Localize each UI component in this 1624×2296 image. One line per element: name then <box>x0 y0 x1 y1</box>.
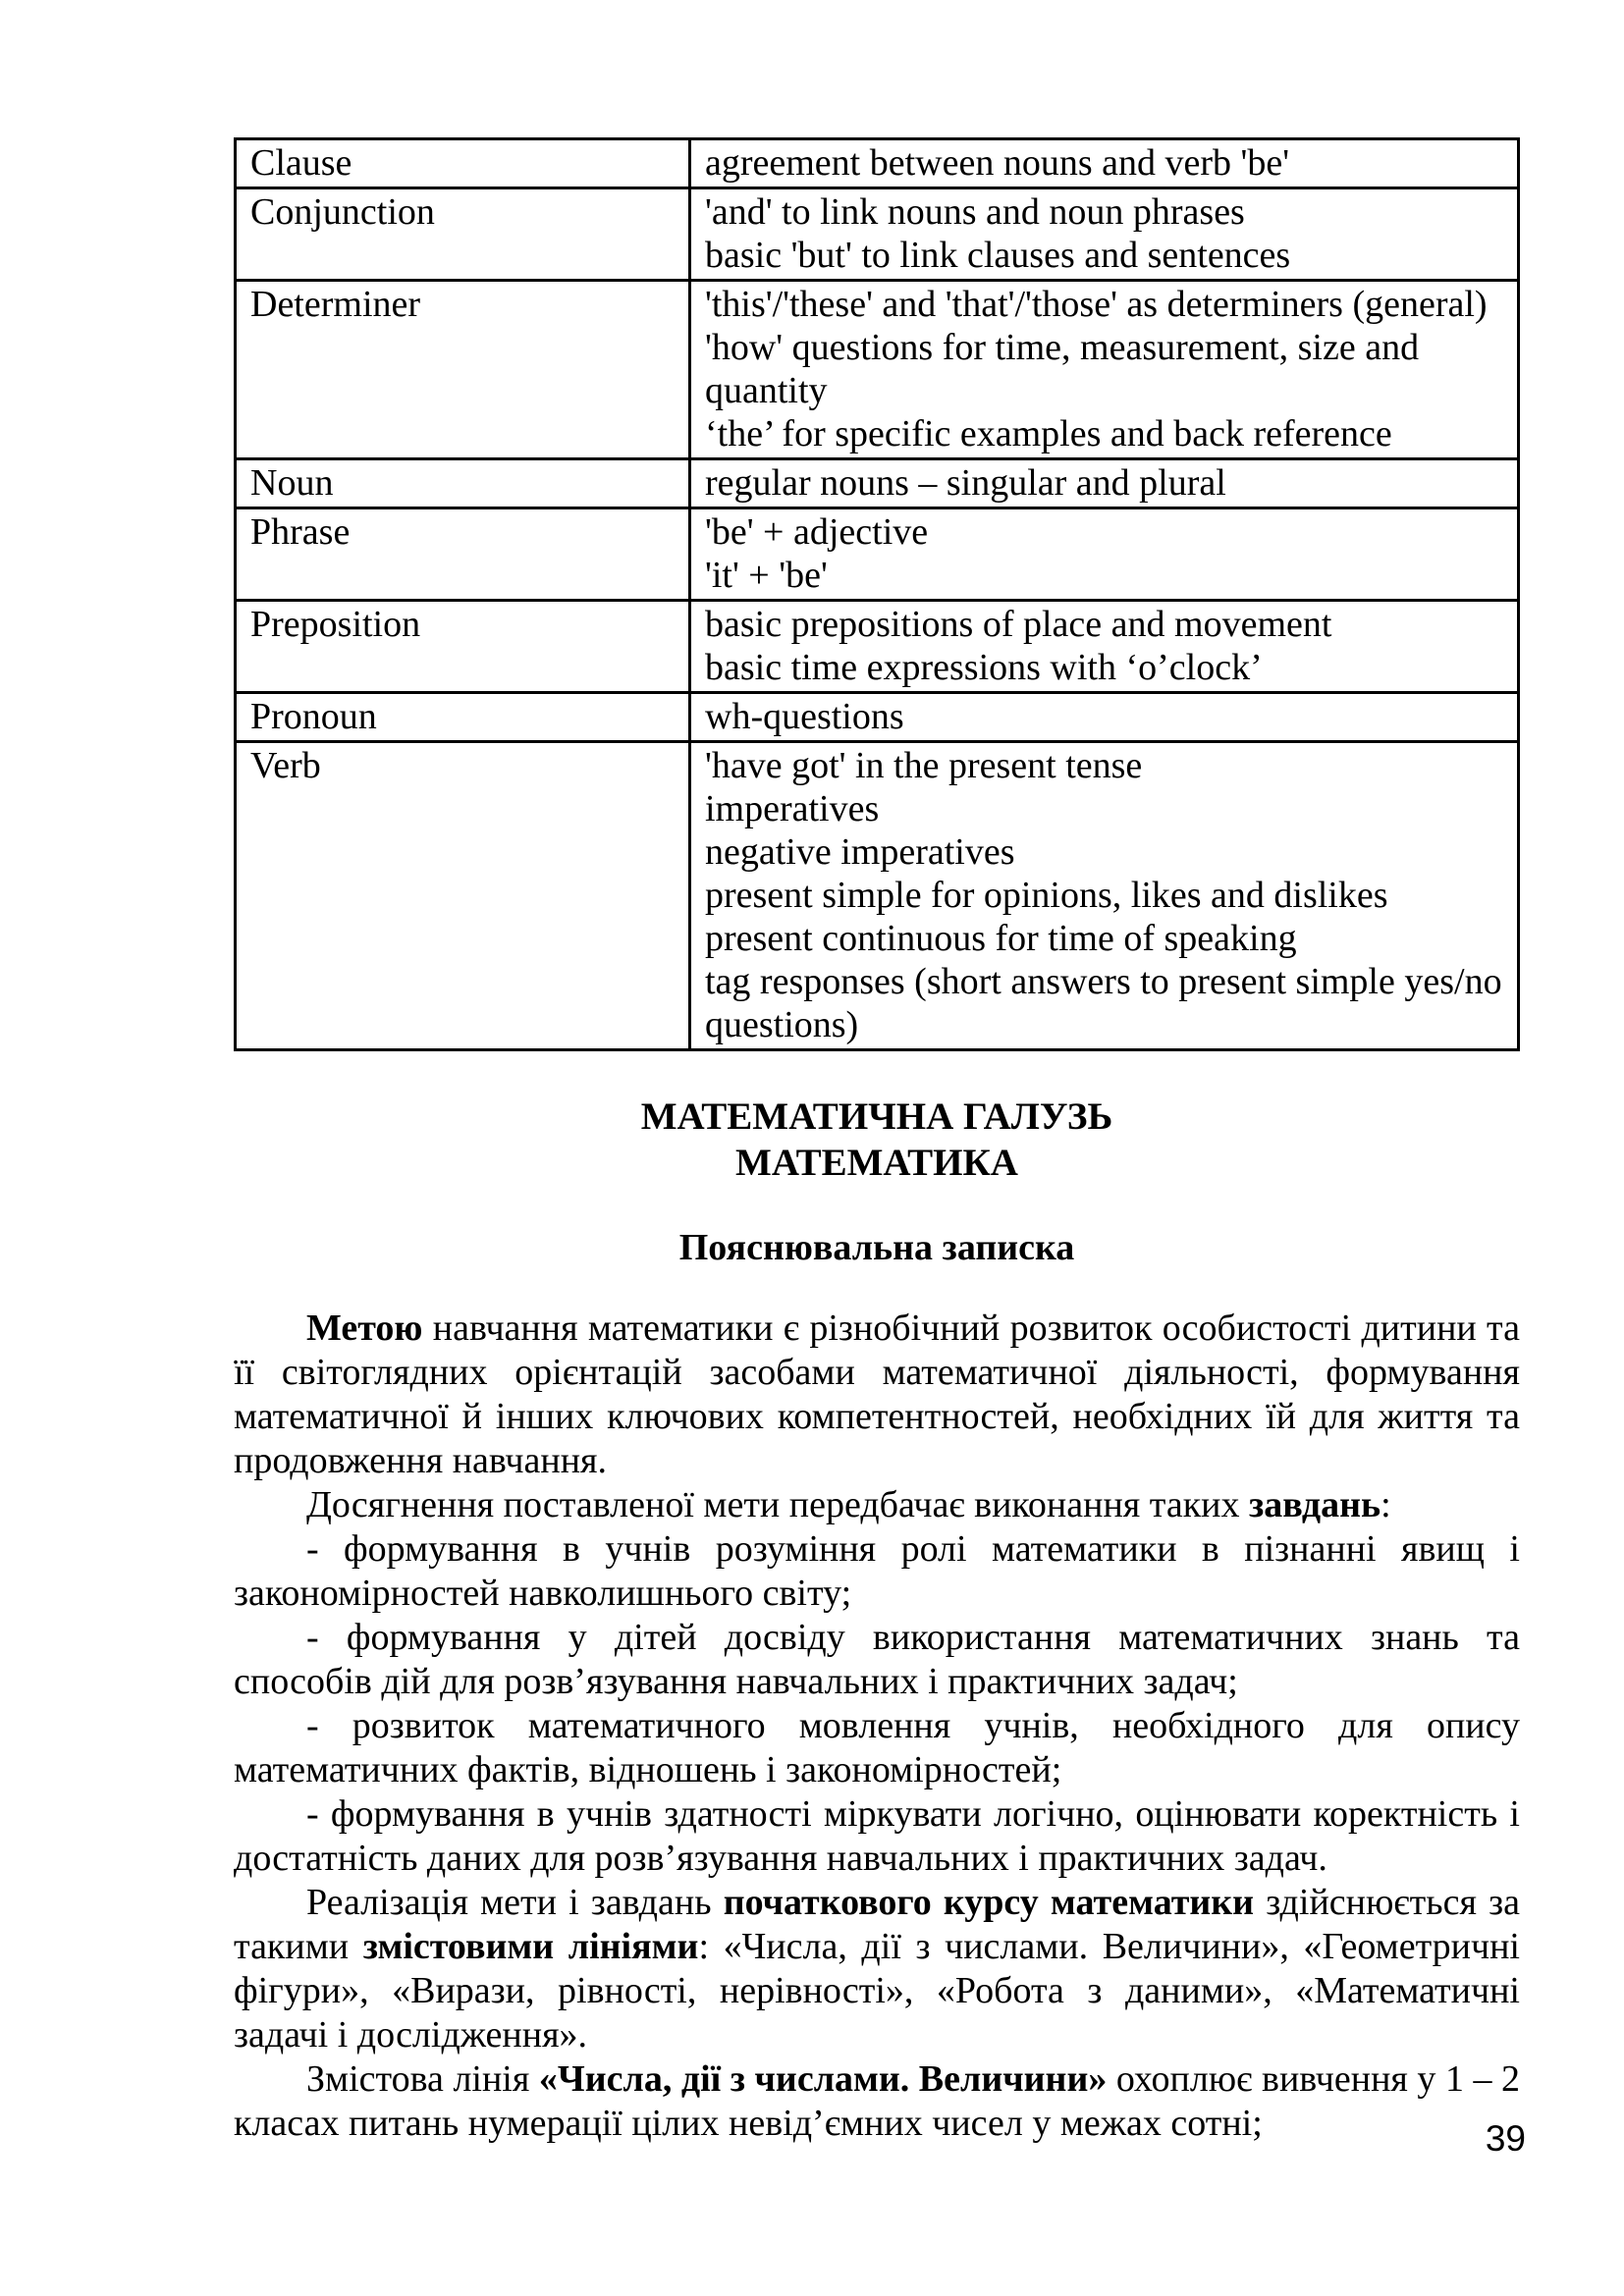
grammar-desc-line: imperatives <box>705 788 880 829</box>
grammar-desc-line: 'this'/'these' and 'that'/'those' as determiners (general) <box>705 284 1488 325</box>
text-run: - формування у дітей досвіду використання математичних знань та способів дій для розв’язування навчальних і практичних задач; <box>234 1617 1520 1702</box>
table-row <box>236 281 1519 459</box>
grammar-desc-line: 'be' + adjective <box>705 511 929 553</box>
grammar-desc-cell <box>690 139 1519 188</box>
grammar-term-cell: Clause <box>236 139 690 188</box>
table-row <box>236 693 1519 742</box>
text-run: : «Числа, дії з числами. Величини», «Геометричні фігури», «Вирази, рівності, нерівності», «Робота з даними», «Математичні задачі і дослідження». <box>234 1926 1520 2056</box>
grammar-desc-cell <box>690 459 1519 508</box>
section-title-line2: МАТЕМАТИКА <box>735 1142 1018 1184</box>
table-row <box>236 601 1519 693</box>
bold-text-run: змістовими лініями <box>362 1926 699 1967</box>
bold-text-run: «Числа, дії з числами. Величини» <box>538 2058 1108 2100</box>
grammar-desc-line: basic time expressions with ‘o’clock’ <box>705 647 1263 688</box>
page-number: 39 <box>1485 2118 1526 2159</box>
grammar-desc-cell <box>690 693 1519 742</box>
text-run: Реалізація мети і завдань <box>306 1882 724 1923</box>
grammar-desc-line: tag responses (short answers to present simple yes/no questions) <box>705 961 1502 1045</box>
text-run: Досягнення поставленої мети передбачає виконання таких <box>306 1484 1250 1525</box>
grammar-desc-line: basic 'but' to link clauses and sentences <box>705 235 1291 276</box>
paragraph <box>234 2057 1520 2146</box>
table-row <box>236 459 1519 508</box>
bold-text-run: завдань <box>1249 1484 1381 1525</box>
paragraph <box>234 1307 1520 1483</box>
text-run: : <box>1380 1484 1391 1525</box>
grammar-term-cell: Determiner <box>236 281 690 459</box>
grammar-desc-line: agreement between nouns and verb 'be' <box>705 142 1290 184</box>
grammar-desc-line: negative imperatives <box>705 831 1015 873</box>
grammar-desc-line: 'it' + 'be' <box>705 555 828 596</box>
section-title-line1: МАТЕМАТИЧНА ГАЛУЗЬ <box>640 1095 1113 1138</box>
text-run: - формування в учнів здатності міркувати логічно, оцінювати коректність і достатність даних для розв’язування навчальних і практичних задач. <box>234 1793 1520 1879</box>
bold-text-run: Метою <box>306 1308 423 1349</box>
table-row <box>236 742 1519 1050</box>
grammar-desc-line: ‘the’ for specific examples and back reference <box>705 413 1392 454</box>
grammar-desc-cell <box>690 508 1519 601</box>
grammar-desc-cell <box>690 601 1519 693</box>
paragraph <box>234 1616 1520 1704</box>
table-row <box>236 508 1519 601</box>
text-run: навчання математики є різнобічний розвиток особистості дитини та її світоглядних орієнтацій засобами математичної діяльності, формування математичної й інших ключових компетентностей, необхідних їй для життя та продовження навчання. <box>234 1308 1520 1481</box>
grammar-desc-line: basic prepositions of place and movement <box>705 604 1332 645</box>
paragraph <box>234 1483 1520 1527</box>
grammar-desc-cell <box>690 281 1519 459</box>
bold-text-run: початкового курсу математики <box>723 1882 1255 1923</box>
paragraph <box>234 1881 1520 2057</box>
text-run: охоплює вивчення у 1 – 2 класах питань нумерації цілих невід’ємних чисел у межах сотні; <box>234 2058 1520 2144</box>
text-run: - розвиток математичного мовлення учнів, необхідного для опису математичних фактів, відношень і закономірностей; <box>234 1705 1520 1790</box>
text-run: - формування в учнів розуміння ролі математики в пізнанні явищ і закономірностей навколишнього світу; <box>234 1528 1520 1614</box>
grammar-desc-line: 'have got' in the present tense <box>705 745 1143 786</box>
body-text <box>234 1307 1520 2146</box>
paragraph <box>234 1792 1520 1881</box>
grammar-desc-line: present continuous for time of speaking <box>705 918 1297 959</box>
table-row <box>236 139 1519 188</box>
grammar-table-body <box>236 139 1519 1050</box>
grammar-desc-line: present simple for opinions, likes and dislikes <box>705 875 1388 916</box>
grammar-term-cell: Verb <box>236 742 690 1050</box>
text-run: Змістова лінія <box>306 2058 539 2100</box>
grammar-desc-cell <box>690 188 1519 281</box>
table-row <box>236 188 1519 281</box>
grammar-table <box>234 137 1520 1051</box>
grammar-desc-line: regular nouns – singular and plural <box>705 462 1226 504</box>
grammar-term-cell: Phrase <box>236 508 690 601</box>
grammar-desc-line: 'and' to link nouns and noun phrases <box>705 191 1245 233</box>
grammar-term-cell: Noun <box>236 459 690 508</box>
subsection-title: Пояснювальна записка <box>678 1227 1075 1268</box>
paragraph <box>234 1527 1520 1616</box>
grammar-desc-line: wh-questions <box>705 696 904 737</box>
grammar-term-cell: Preposition <box>236 601 690 693</box>
text-run: здійснюється за такими <box>234 1882 1520 1967</box>
paragraph <box>234 1704 1520 1792</box>
grammar-desc-cell <box>690 742 1519 1050</box>
grammar-desc-line: 'how' questions for time, measurement, size and quantity <box>705 327 1420 411</box>
grammar-term-cell: Pronoun <box>236 693 690 742</box>
grammar-term-cell: Conjunction <box>236 188 690 281</box>
